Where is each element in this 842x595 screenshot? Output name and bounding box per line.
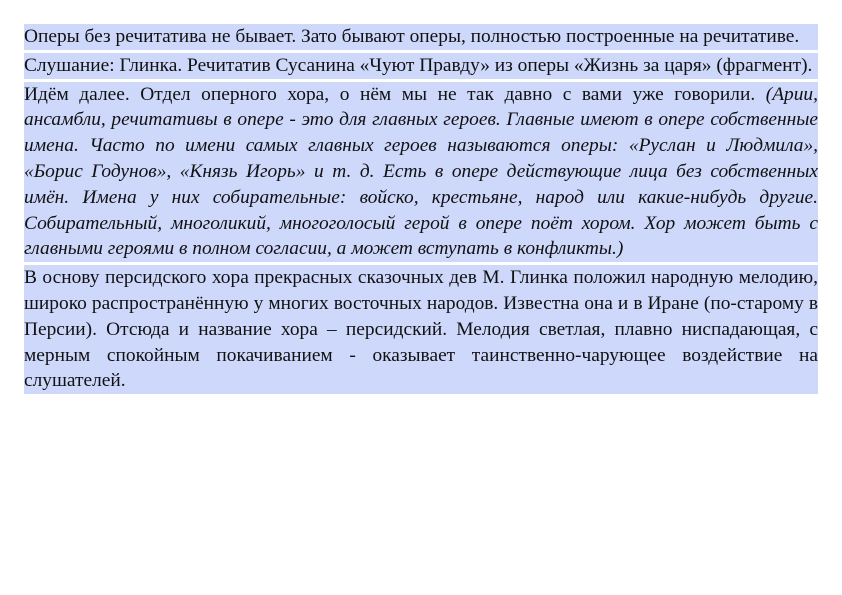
paragraph-4-text: В основу персидского хора прекрасных сказочных дев М. Глинка положил народную мелодию, широко распространённую у многих восточных народов. Известна она и в Иране (по-старому в Персии). Отсюда и название хора – персидский. Мелодия светлая, плавно ниспадающая, с мерным спокойным покачиванием - оказывает таинственно-чарующее воздействие на слушателей. (24, 267, 818, 392)
paragraph-4 (24, 265, 818, 394)
paragraph-1 (24, 24, 818, 50)
paragraph-3 (24, 82, 818, 263)
paragraph-2 (24, 53, 818, 79)
paragraph-2-text: Слушание: Глинка. Речитатив Сусанина «Чуют Правду» из оперы «Жизнь за царя» (фрагмент). (24, 54, 813, 76)
paragraph-3-text: Идём далее. Отдел оперного хора, о нём мы не так давно с вами уже говорили. (24, 83, 756, 105)
paragraph-3-italic-note: (Арии, ансамбли, речитативы в опере - это для главных героев. Главные имеют в опере собственные имена. Часто по имени самых главных героев называются оперы: «Руслан и Людмила», «Борис Годунов», «Князь Игорь» и т. д. Есть в опере действующие лица без собственных имён. Имена у них собирательные: войско, крестьяне, народ или какие-нибудь другие. Собирательный, многоликий, многоголосый герой в опере поёт хором. Хор может быть с главными героями в полном согласии, а может вступать в конфликты.) (24, 83, 818, 260)
text-block (24, 24, 818, 394)
paragraph-1-text: Оперы без речитатива не бывает. Зато бывают оперы, полностью построенные на речитативе. (24, 26, 800, 47)
